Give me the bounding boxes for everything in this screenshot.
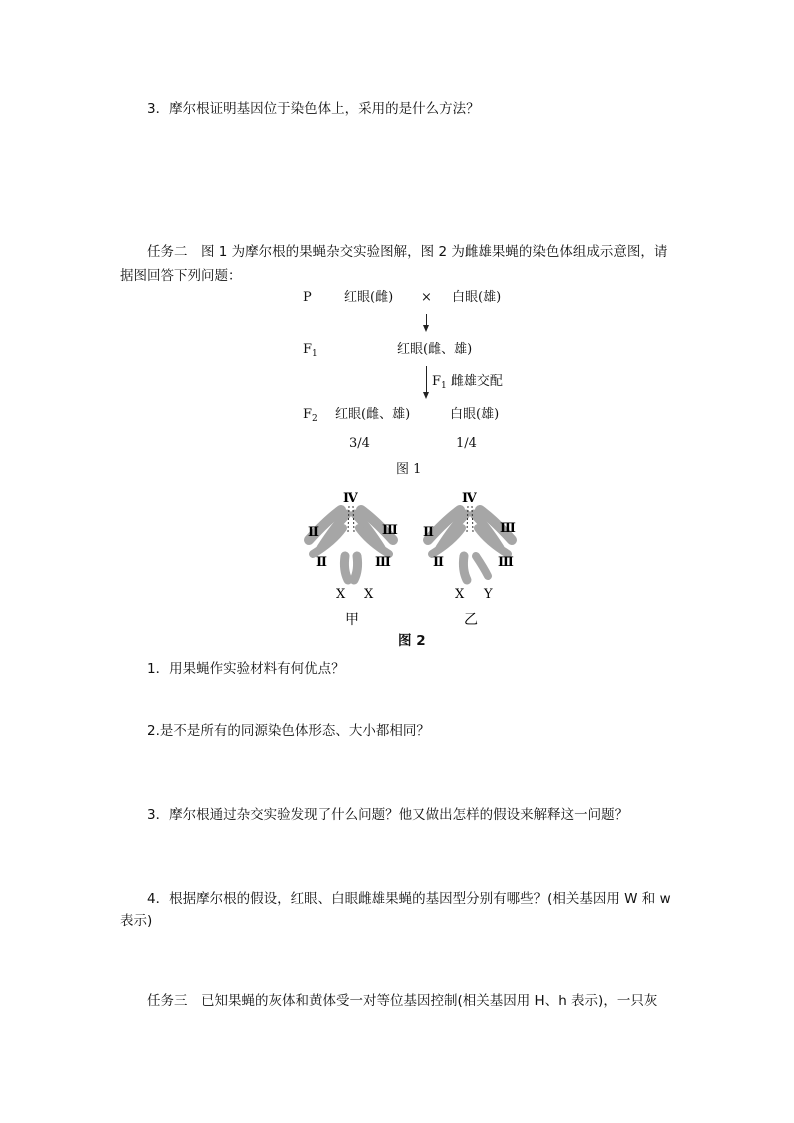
left-roman-iii-upper: Ⅲ: [382, 523, 398, 538]
figure-2-chromosomes: [0, 484, 794, 644]
left-roman-ii-upper: Ⅱ: [308, 525, 319, 540]
question-4-line2: 表示): [120, 913, 153, 929]
f2-generation-label: [303, 405, 318, 429]
f1-mating-note: [432, 372, 503, 396]
right-roman-ii-upper: Ⅱ: [423, 525, 434, 540]
figure-1-caption: 图 1: [396, 462, 422, 477]
f1-label-letter: F: [303, 342, 313, 357]
right-roman-iv: Ⅳ: [462, 491, 477, 506]
ratio-white-eye: 1/4: [456, 436, 477, 451]
question-2: 2.是不是所有的同源染色体形态、大小都相同？: [147, 723, 430, 739]
f2-label-letter: F: [303, 407, 313, 422]
task2-intro-line2: 据图回答下列问题：: [120, 268, 242, 284]
arrow-p-to-f1-head: [423, 325, 429, 332]
task2-intro-line1: 任务二 图 1 为摩尔根的果蝇杂交实验图解，图 2 为雌雄果蝇的染色体组成示意图，请: [147, 244, 668, 260]
question-3-top: 3．摩尔根证明基因位于染色体上，采用的是什么方法？: [147, 101, 480, 117]
f1-label-sub: 1: [312, 349, 318, 359]
figure-2-caption: 图 2: [398, 633, 426, 649]
p-white-eye-male: 白眼(雄): [452, 290, 502, 305]
f1-mating-sub: 1: [441, 381, 447, 391]
question-4-line1: 4．根据摩尔根的假设，红眼、白眼雌雄果蝇的基因型分别有哪些？(相关基因用 W 和 w: [147, 891, 671, 907]
cross-symbol: ×: [421, 290, 432, 305]
task3-line1: 任务三 已知果蝇的灰体和黄体受一对等位基因控制(相关基因用 H、h 表示)，一只灰: [147, 993, 658, 1009]
left-roman-ii-lower: Ⅱ: [316, 555, 327, 570]
f1-generation-label: [303, 340, 318, 364]
arrow-f1-to-f2: [426, 366, 427, 394]
left-label-jia: 甲: [345, 612, 359, 628]
question-1: 1．用果蝇作实验材料有何优点？: [147, 661, 345, 677]
right-roman-ii-lower: Ⅱ: [433, 555, 444, 570]
question-3: 3．摩尔根通过杂交实验发现了什么问题？他又做出怎样的假设来解释这一问题？: [147, 807, 629, 823]
f1-mating-text: 雌雄交配: [446, 374, 503, 389]
right-roman-iii-lower: Ⅲ: [498, 555, 514, 570]
left-roman-iii-lower: Ⅲ: [375, 555, 391, 570]
f2-red-eye: 红眼(雌、雄): [335, 407, 411, 422]
left-roman-iv: Ⅳ: [343, 491, 358, 506]
p-generation-label: P: [303, 290, 312, 305]
left-x1: X: [336, 587, 346, 602]
f2-white-eye: 白眼(雄): [450, 407, 500, 422]
right-y: Y: [484, 587, 493, 602]
left-x2: X: [364, 587, 374, 602]
right-label-yi: 乙: [464, 612, 478, 628]
f1-mating-letter: F: [432, 374, 442, 389]
ratio-red-eye: 3/4: [349, 436, 370, 451]
f2-label-sub: 2: [312, 414, 318, 424]
arrow-f1-to-f2-head: [423, 392, 429, 399]
f1-red-eye: 红眼(雌、雄): [397, 342, 473, 357]
p-red-eye-female: 红眼(雌): [344, 290, 394, 305]
right-roman-iii-upper: Ⅲ: [500, 521, 516, 536]
right-x: X: [455, 587, 465, 602]
